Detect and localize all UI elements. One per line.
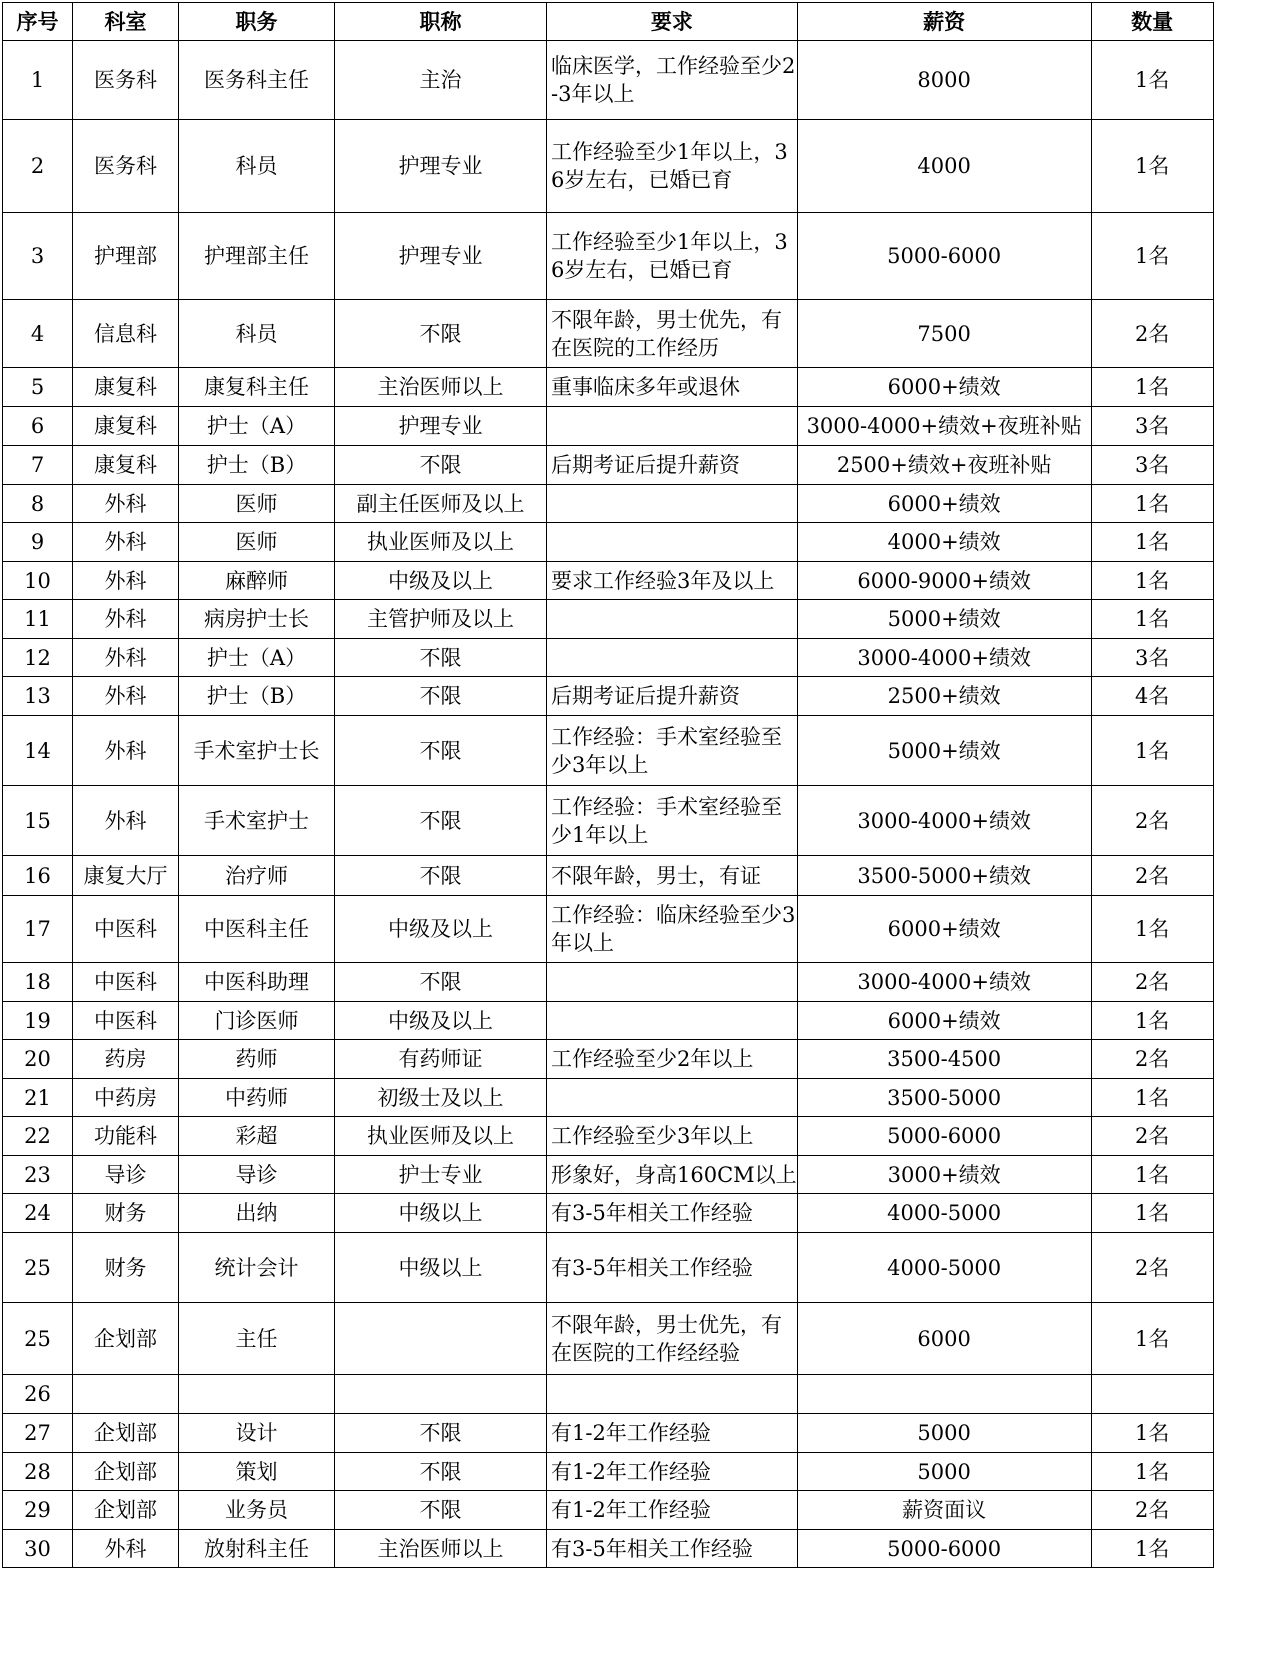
header-requirement: 要求 — [547, 3, 798, 41]
cell-post: 业务员 — [179, 1491, 335, 1530]
cell-count: 1名 — [1091, 368, 1213, 407]
cell-salary: 5000+绩效 — [797, 600, 1091, 639]
cell-requirement — [547, 963, 798, 1002]
table-row — [3, 562, 1214, 600]
cell-requirement: 要求工作经验3年及以上 — [547, 562, 798, 600]
cell-dept: 药房 — [73, 1040, 179, 1079]
cell-no: 6 — [3, 407, 73, 446]
table-row — [3, 446, 1214, 485]
recruitment-table — [2, 2, 1214, 1568]
cell-post: 手术室护士长 — [179, 716, 335, 786]
cell-dept: 外科 — [73, 523, 179, 562]
cell-count: 1名 — [1091, 41, 1213, 120]
cell-salary: 5000 — [797, 1414, 1091, 1453]
cell-requirement — [547, 407, 798, 446]
cell-count: 3名 — [1091, 407, 1213, 446]
cell-salary: 2500+绩效+夜班补贴 — [797, 446, 1091, 485]
cell-requirement: 不限年龄，男士优先，有在医院的工作经经验 — [547, 1303, 798, 1375]
cell-salary: 3500-5000 — [797, 1079, 1091, 1117]
cell-count: 1名 — [1091, 896, 1213, 963]
cell-count: 3名 — [1091, 446, 1213, 485]
cell-requirement — [547, 485, 798, 523]
cell-post: 主任 — [179, 1303, 335, 1375]
cell-count: 1名 — [1091, 1530, 1213, 1568]
cell-no: 11 — [3, 600, 73, 639]
cell-dept: 中医科 — [73, 963, 179, 1002]
cell-requirement: 工作经验：手术室经验至少1年以上 — [547, 786, 798, 856]
cell-post: 门诊医师 — [179, 1002, 335, 1040]
table-row — [3, 213, 1214, 300]
cell-dept: 医务科 — [73, 41, 179, 120]
cell-post: 科员 — [179, 300, 335, 368]
cell-requirement — [547, 600, 798, 639]
cell-dept: 企划部 — [73, 1303, 179, 1375]
cell-no: 10 — [3, 562, 73, 600]
cell-requirement: 有3-5年相关工作经验 — [547, 1233, 798, 1303]
cell-title: 不限 — [335, 963, 547, 1002]
cell-salary: 6000-9000+绩效 — [797, 562, 1091, 600]
cell-count: 2名 — [1091, 300, 1213, 368]
cell-count: 1名 — [1091, 1156, 1213, 1194]
table-row — [3, 1530, 1214, 1568]
table-row — [3, 1453, 1214, 1491]
cell-dept: 外科 — [73, 1530, 179, 1568]
cell-post: 麻醉师 — [179, 562, 335, 600]
cell-no: 20 — [3, 1040, 73, 1079]
cell-title: 不限 — [335, 1491, 547, 1530]
cell-salary: 5000+绩效 — [797, 716, 1091, 786]
table-body — [3, 41, 1214, 1568]
cell-salary: 4000-5000 — [797, 1233, 1091, 1303]
cell-no: 12 — [3, 639, 73, 677]
cell-requirement: 有3-5年相关工作经验 — [547, 1530, 798, 1568]
table-row — [3, 1491, 1214, 1530]
cell-post: 彩超 — [179, 1117, 335, 1156]
cell-requirement — [547, 1375, 798, 1414]
cell-dept: 信息科 — [73, 300, 179, 368]
cell-no: 18 — [3, 963, 73, 1002]
cell-title: 不限 — [335, 786, 547, 856]
cell-post: 医务科主任 — [179, 41, 335, 120]
cell-salary: 3000+绩效 — [797, 1156, 1091, 1194]
table-row — [3, 896, 1214, 963]
table-row — [3, 368, 1214, 407]
cell-count: 1名 — [1091, 716, 1213, 786]
cell-requirement: 临床医学，工作经验至少2-3年以上 — [547, 41, 798, 120]
cell-salary: 6000 — [797, 1303, 1091, 1375]
cell-title: 执业医师及以上 — [335, 523, 547, 562]
cell-title: 不限 — [335, 716, 547, 786]
cell-salary: 3000-4000+绩效 — [797, 963, 1091, 1002]
cell-post: 护士（A） — [179, 407, 335, 446]
cell-requirement — [547, 639, 798, 677]
cell-count: 1名 — [1091, 120, 1213, 213]
cell-count: 1名 — [1091, 1414, 1213, 1453]
cell-dept: 企划部 — [73, 1491, 179, 1530]
cell-count: 1名 — [1091, 600, 1213, 639]
cell-requirement: 有3-5年相关工作经验 — [547, 1194, 798, 1233]
cell-post: 科员 — [179, 120, 335, 213]
cell-requirement — [547, 1079, 798, 1117]
cell-no: 7 — [3, 446, 73, 485]
cell-salary: 6000+绩效 — [797, 896, 1091, 963]
cell-no: 19 — [3, 1002, 73, 1040]
cell-salary: 5000 — [797, 1453, 1091, 1491]
cell-requirement: 不限年龄，男士优先，有在医院的工作经历 — [547, 300, 798, 368]
cell-no: 25 — [3, 1233, 73, 1303]
cell-salary: 6000+绩效 — [797, 485, 1091, 523]
cell-dept: 财务 — [73, 1194, 179, 1233]
table-row — [3, 523, 1214, 562]
cell-dept: 外科 — [73, 600, 179, 639]
cell-requirement — [547, 523, 798, 562]
cell-count: 2名 — [1091, 1233, 1213, 1303]
cell-no: 8 — [3, 485, 73, 523]
table-row — [3, 1303, 1214, 1375]
cell-requirement: 有1-2年工作经验 — [547, 1414, 798, 1453]
cell-no: 9 — [3, 523, 73, 562]
cell-count: 2名 — [1091, 1491, 1213, 1530]
cell-count: 1名 — [1091, 1453, 1213, 1491]
cell-title: 不限 — [335, 1414, 547, 1453]
cell-count: 2名 — [1091, 963, 1213, 1002]
table-row — [3, 300, 1214, 368]
table-row — [3, 1233, 1214, 1303]
cell-post: 护理部主任 — [179, 213, 335, 300]
cell-salary: 4000-5000 — [797, 1194, 1091, 1233]
cell-post: 出纳 — [179, 1194, 335, 1233]
cell-count: 4名 — [1091, 677, 1213, 716]
cell-title: 中级及以上 — [335, 896, 547, 963]
cell-salary — [797, 1375, 1091, 1414]
cell-salary: 4000+绩效 — [797, 523, 1091, 562]
cell-no: 25 — [3, 1303, 73, 1375]
cell-title: 护理专业 — [335, 407, 547, 446]
table-row — [3, 1117, 1214, 1156]
cell-post: 策划 — [179, 1453, 335, 1491]
table-row — [3, 41, 1214, 120]
cell-post: 统计会计 — [179, 1233, 335, 1303]
cell-title: 中级及以上 — [335, 562, 547, 600]
cell-no: 30 — [3, 1530, 73, 1568]
cell-post: 中医科助理 — [179, 963, 335, 1002]
cell-dept: 外科 — [73, 562, 179, 600]
cell-title: 有药师证 — [335, 1040, 547, 1079]
cell-post: 医师 — [179, 523, 335, 562]
header-salary: 薪资 — [797, 3, 1091, 41]
cell-title: 初级士及以上 — [335, 1079, 547, 1117]
cell-salary: 2500+绩效 — [797, 677, 1091, 716]
cell-no: 17 — [3, 896, 73, 963]
cell-post: 中医科主任 — [179, 896, 335, 963]
cell-no: 24 — [3, 1194, 73, 1233]
cell-dept: 外科 — [73, 716, 179, 786]
cell-requirement: 工作经验：手术室经验至少3年以上 — [547, 716, 798, 786]
cell-post: 病房护士长 — [179, 600, 335, 639]
cell-requirement: 工作经验至少1年以上，36岁左右，已婚已育 — [547, 120, 798, 213]
cell-requirement: 重事临床多年或退休 — [547, 368, 798, 407]
cell-salary: 4000 — [797, 120, 1091, 213]
cell-title: 中级以上 — [335, 1233, 547, 1303]
cell-salary: 3000-4000+绩效 — [797, 786, 1091, 856]
cell-dept: 中药房 — [73, 1079, 179, 1117]
cell-salary: 3000-4000+绩效 — [797, 639, 1091, 677]
cell-dept: 企划部 — [73, 1453, 179, 1491]
cell-requirement: 不限年龄，男士，有证 — [547, 856, 798, 896]
cell-title: 不限 — [335, 639, 547, 677]
cell-no: 21 — [3, 1079, 73, 1117]
cell-title: 不限 — [335, 856, 547, 896]
cell-requirement — [547, 1002, 798, 1040]
cell-no: 14 — [3, 716, 73, 786]
cell-post: 药师 — [179, 1040, 335, 1079]
cell-title: 副主任医师及以上 — [335, 485, 547, 523]
cell-title: 护理专业 — [335, 120, 547, 213]
cell-salary: 3500-5000+绩效 — [797, 856, 1091, 896]
cell-post: 导诊 — [179, 1156, 335, 1194]
table-row — [3, 1002, 1214, 1040]
cell-dept — [73, 1375, 179, 1414]
cell-no: 16 — [3, 856, 73, 896]
cell-no: 28 — [3, 1453, 73, 1491]
cell-dept: 财务 — [73, 1233, 179, 1303]
cell-count: 2名 — [1091, 1117, 1213, 1156]
cell-title: 主管护师及以上 — [335, 600, 547, 639]
cell-requirement: 工作经验至少3年以上 — [547, 1117, 798, 1156]
cell-dept: 康复科 — [73, 407, 179, 446]
table-row — [3, 716, 1214, 786]
cell-title: 不限 — [335, 677, 547, 716]
cell-title: 中级及以上 — [335, 1002, 547, 1040]
table-row — [3, 639, 1214, 677]
cell-title: 不限 — [335, 446, 547, 485]
header-post: 职务 — [179, 3, 335, 41]
cell-requirement: 工作经验至少1年以上，36岁左右，已婚已育 — [547, 213, 798, 300]
cell-count: 3名 — [1091, 639, 1213, 677]
cell-title: 护理专业 — [335, 213, 547, 300]
cell-dept: 医务科 — [73, 120, 179, 213]
cell-dept: 护理部 — [73, 213, 179, 300]
cell-title: 主治医师以上 — [335, 1530, 547, 1568]
cell-count: 1名 — [1091, 523, 1213, 562]
header-dept: 科室 — [73, 3, 179, 41]
cell-requirement: 后期考证后提升薪资 — [547, 677, 798, 716]
cell-salary: 薪资面议 — [797, 1491, 1091, 1530]
cell-no: 1 — [3, 41, 73, 120]
cell-dept: 中医科 — [73, 896, 179, 963]
cell-dept: 导诊 — [73, 1156, 179, 1194]
cell-count — [1091, 1375, 1213, 1414]
cell-post: 护士（B） — [179, 446, 335, 485]
cell-requirement: 有1-2年工作经验 — [547, 1491, 798, 1530]
cell-title: 主治医师以上 — [335, 368, 547, 407]
table-row — [3, 786, 1214, 856]
cell-title — [335, 1375, 547, 1414]
cell-salary: 5000-6000 — [797, 213, 1091, 300]
cell-salary: 3000-4000+绩效+夜班补贴 — [797, 407, 1091, 446]
table-row — [3, 120, 1214, 213]
cell-requirement: 有1-2年工作经验 — [547, 1453, 798, 1491]
cell-count: 1名 — [1091, 213, 1213, 300]
cell-requirement: 后期考证后提升薪资 — [547, 446, 798, 485]
cell-dept: 功能科 — [73, 1117, 179, 1156]
cell-count: 1名 — [1091, 1079, 1213, 1117]
cell-dept: 康复科 — [73, 446, 179, 485]
cell-no: 4 — [3, 300, 73, 368]
cell-requirement: 工作经验：临床经验至少3年以上 — [547, 896, 798, 963]
cell-dept: 外科 — [73, 639, 179, 677]
cell-no: 27 — [3, 1414, 73, 1453]
cell-count: 1名 — [1091, 1303, 1213, 1375]
cell-post: 手术室护士 — [179, 786, 335, 856]
cell-no: 26 — [3, 1375, 73, 1414]
cell-no: 22 — [3, 1117, 73, 1156]
table-row — [3, 856, 1214, 896]
cell-no: 5 — [3, 368, 73, 407]
cell-post: 护士（A） — [179, 639, 335, 677]
cell-post — [179, 1375, 335, 1414]
cell-title — [335, 1303, 547, 1375]
table-row — [3, 1414, 1214, 1453]
table-row — [3, 677, 1214, 716]
cell-salary: 6000+绩效 — [797, 368, 1091, 407]
cell-post: 中药师 — [179, 1079, 335, 1117]
cell-count: 1名 — [1091, 1194, 1213, 1233]
table-row — [3, 1194, 1214, 1233]
table-row — [3, 600, 1214, 639]
cell-salary: 3500-4500 — [797, 1040, 1091, 1079]
cell-title: 中级以上 — [335, 1194, 547, 1233]
table-row — [3, 485, 1214, 523]
cell-count: 1名 — [1091, 562, 1213, 600]
cell-no: 13 — [3, 677, 73, 716]
cell-dept: 外科 — [73, 485, 179, 523]
cell-salary: 5000-6000 — [797, 1530, 1091, 1568]
table-row — [3, 1079, 1214, 1117]
cell-title: 执业医师及以上 — [335, 1117, 547, 1156]
header-count: 数量 — [1091, 3, 1213, 41]
cell-dept: 中医科 — [73, 1002, 179, 1040]
cell-count: 1名 — [1091, 1002, 1213, 1040]
cell-title: 不限 — [335, 1453, 547, 1491]
cell-post: 放射科主任 — [179, 1530, 335, 1568]
cell-dept: 外科 — [73, 786, 179, 856]
header-no: 序号 — [3, 3, 73, 41]
cell-post: 医师 — [179, 485, 335, 523]
cell-post: 康复科主任 — [179, 368, 335, 407]
cell-salary: 5000-6000 — [797, 1117, 1091, 1156]
cell-title: 不限 — [335, 300, 547, 368]
table-row — [3, 963, 1214, 1002]
cell-salary: 6000+绩效 — [797, 1002, 1091, 1040]
table-row — [3, 1375, 1214, 1414]
cell-count: 2名 — [1091, 786, 1213, 856]
cell-post: 治疗师 — [179, 856, 335, 896]
header-row — [3, 3, 1214, 41]
cell-requirement: 工作经验至少2年以上 — [547, 1040, 798, 1079]
cell-salary: 7500 — [797, 300, 1091, 368]
cell-dept: 外科 — [73, 677, 179, 716]
cell-salary: 8000 — [797, 41, 1091, 120]
cell-dept: 康复科 — [73, 368, 179, 407]
cell-dept: 企划部 — [73, 1414, 179, 1453]
cell-dept: 康复大厅 — [73, 856, 179, 896]
cell-no: 3 — [3, 213, 73, 300]
cell-post: 设计 — [179, 1414, 335, 1453]
header-title: 职称 — [335, 3, 547, 41]
cell-title: 护士专业 — [335, 1156, 547, 1194]
cell-no: 15 — [3, 786, 73, 856]
table-row — [3, 407, 1214, 446]
cell-no: 2 — [3, 120, 73, 213]
cell-post: 护士（B） — [179, 677, 335, 716]
cell-no: 23 — [3, 1156, 73, 1194]
cell-requirement: 形象好，身高160CM以上 — [547, 1156, 798, 1194]
cell-title: 主治 — [335, 41, 547, 120]
cell-no: 29 — [3, 1491, 73, 1530]
table-row — [3, 1040, 1214, 1079]
cell-count: 2名 — [1091, 1040, 1213, 1079]
cell-count: 2名 — [1091, 856, 1213, 896]
cell-count: 1名 — [1091, 485, 1213, 523]
table-row — [3, 1156, 1214, 1194]
